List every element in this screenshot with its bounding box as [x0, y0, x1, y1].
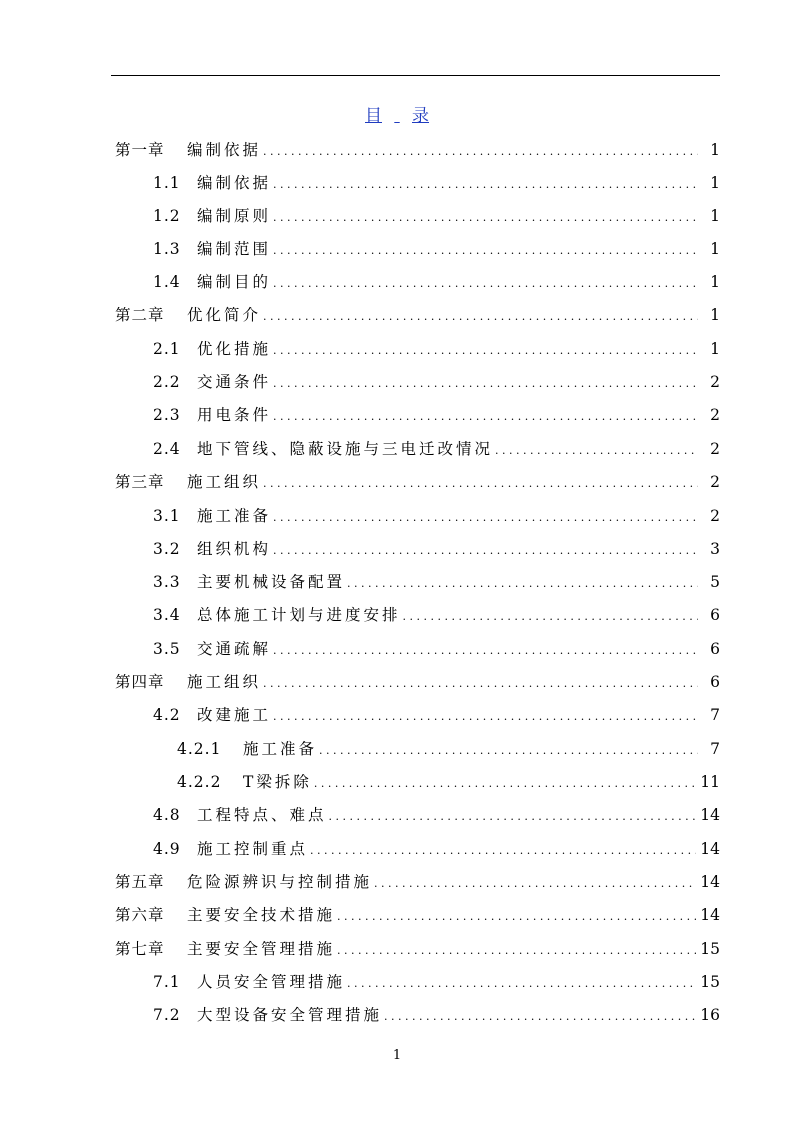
toc-entry-3-1[interactable] [153, 504, 720, 528]
toc-entry-number: 3.2 [153, 540, 181, 558]
toc-entry-page: 2 [710, 440, 720, 458]
toc-leader-dots [273, 504, 698, 530]
toc-entry-number: 2.4 [153, 440, 181, 458]
toc-title-char-1: 目 [365, 106, 382, 126]
toc-leader-dots [263, 670, 698, 696]
toc-entry-title: 优化简介 [187, 306, 262, 324]
toc-entry-number: 1.2 [153, 207, 181, 225]
toc-entry-page: 2 [710, 373, 720, 391]
toc-leader-dots [337, 903, 696, 929]
toc-entry-number: 3.1 [153, 507, 181, 525]
toc-entry-title: 编制原则 [197, 207, 272, 225]
toc-entry-2-2[interactable] [153, 370, 720, 394]
toc-entry-7-2[interactable] [153, 1003, 720, 1027]
toc-entry-number: 3.5 [153, 640, 181, 658]
toc-entry-number: 2.2 [153, 373, 181, 391]
toc-entry-4-8[interactable] [153, 803, 720, 827]
toc-leader-dots [329, 803, 697, 829]
toc-entry-3-3[interactable] [153, 570, 720, 594]
toc-entry-4-9[interactable] [153, 837, 720, 861]
toc-entry-number: 4.8 [153, 806, 181, 824]
toc-entry-number: 1.3 [153, 240, 181, 258]
toc-entry-title: 施工组织 [187, 673, 262, 691]
toc-entry-page: 11 [700, 773, 720, 791]
toc-entry-title: 交通条件 [197, 373, 272, 391]
toc-entry-1-4[interactable] [153, 270, 720, 294]
toc-entry-number: 7.1 [153, 973, 181, 991]
toc-leader-dots [263, 470, 698, 496]
toc-entry-number: 1.1 [153, 174, 181, 192]
toc-leader-dots [273, 637, 698, 663]
toc-entry-title: 主要安全技术措施 [187, 906, 336, 924]
toc-entry-chapter-3[interactable] [115, 470, 720, 494]
toc-leader-dots [337, 937, 696, 963]
toc-entry-title: 用电条件 [197, 406, 272, 424]
toc-leader-dots [273, 537, 698, 563]
toc-entry-2-4[interactable] [153, 437, 720, 461]
toc-entry-page: 1 [710, 141, 720, 159]
toc-entry-number: 第二章 [115, 306, 165, 324]
toc-entry-1-1[interactable] [153, 171, 720, 195]
toc-entry-page: 1 [710, 340, 720, 358]
toc-leader-dots [273, 337, 698, 363]
toc-entry-title: 优化措施 [197, 340, 272, 358]
toc-entry-title: 人员安全管理措施 [197, 973, 346, 991]
toc-entry-page: 1 [710, 207, 720, 225]
toc-leader-dots [374, 870, 696, 896]
toc-entry-number: 第一章 [115, 141, 165, 159]
toc-leader-dots [310, 837, 696, 863]
toc-entry-page: 6 [710, 606, 720, 624]
toc-leader-dots [347, 570, 698, 596]
toc-entry-1-3[interactable] [153, 237, 720, 261]
toc-entry-page: 1 [710, 273, 720, 291]
toc-entry-page: 14 [700, 840, 720, 858]
toc-entry-number: 4.2.2 [177, 773, 222, 791]
toc-entry-page: 1 [710, 306, 720, 324]
toc-entry-title: 交通疏解 [197, 640, 272, 658]
toc-entry-page: 14 [700, 806, 720, 824]
toc-leader-dots [273, 403, 698, 429]
toc-entry-title: 地下管线、隐蔽设施与三电迁改情况 [197, 440, 494, 458]
toc-entry-4-2[interactable] [153, 703, 720, 727]
toc-entry-page: 2 [710, 507, 720, 525]
toc-leader-dots [347, 970, 696, 996]
toc-entry-page: 1 [710, 240, 720, 258]
toc-entry-number: 第四章 [115, 673, 165, 691]
toc-entry-title: 编制目的 [197, 273, 272, 291]
toc-entry-chapter-1[interactable] [115, 138, 720, 162]
toc-entry-3-2[interactable] [153, 537, 720, 561]
toc-entry-number: 4.9 [153, 840, 181, 858]
toc-entry-title: 施工控制重点 [197, 840, 309, 858]
toc-leader-dots [273, 237, 698, 263]
toc-leader-dots [273, 171, 698, 197]
toc-entry-title: 主要安全管理措施 [187, 940, 336, 958]
toc-entry-number: 2.3 [153, 406, 181, 424]
toc-entry-number: 第七章 [115, 940, 165, 958]
toc-entry-title: 大型设备安全管理措施 [197, 1006, 383, 1024]
toc-leader-dots [495, 437, 698, 463]
toc-entry-page: 15 [700, 940, 720, 958]
toc-leader-dots [263, 138, 698, 164]
toc-entry-page: 6 [710, 640, 720, 658]
toc-leader-dots [273, 270, 698, 296]
toc-entry-chapter-2[interactable] [115, 303, 720, 327]
toc-entry-chapter-4[interactable] [115, 670, 720, 694]
toc-entry-page: 6 [710, 673, 720, 691]
toc-entry-page: 14 [700, 873, 720, 891]
toc-entry-title: 施工组织 [187, 473, 262, 491]
toc-entry-page: 7 [710, 706, 720, 724]
toc-entry-chapter-6[interactable] [115, 903, 720, 927]
toc-leader-dots [403, 603, 698, 629]
toc-entry-number: 1.4 [153, 273, 181, 291]
toc-entry-1-2[interactable] [153, 204, 720, 228]
toc-entry-number: 第六章 [115, 906, 165, 924]
toc-entry-chapter-7[interactable] [115, 937, 720, 961]
toc-entry-page: 2 [710, 473, 720, 491]
toc-entry-number: 4.2 [153, 706, 181, 724]
toc-entry-title: 施工准备 [197, 507, 272, 525]
toc-entry-number: 第五章 [115, 873, 165, 891]
toc-entry-number: 第三章 [115, 473, 165, 491]
toc-entry-title: 编制范围 [197, 240, 272, 258]
toc-leader-dots [273, 204, 698, 230]
toc-entry-number: 3.4 [153, 606, 181, 624]
toc-entry-number: 4.2.1 [177, 740, 222, 758]
toc-entry-title: 主要机械设备配置 [197, 573, 346, 591]
toc-entry-title: 总体施工计划与进度安排 [197, 606, 401, 624]
toc-entry-page: 7 [710, 740, 720, 758]
toc-entry-3-4[interactable] [153, 603, 720, 627]
toc-leader-dots [273, 703, 698, 729]
toc-leader-dots [319, 737, 698, 763]
toc-entry-title: 危险源辨识与控制措施 [187, 873, 373, 891]
toc-title-char-2: 录 [412, 106, 429, 126]
toc-entry-page: 2 [710, 406, 720, 424]
toc-entry-title: 编制依据 [187, 141, 262, 159]
toc-entry-chapter-5[interactable] [115, 870, 720, 894]
toc-leader-dots [314, 770, 696, 796]
toc-entry-page: 5 [710, 573, 720, 591]
toc-entry-title: 编制依据 [197, 174, 272, 192]
toc-entry-page: 15 [700, 973, 720, 991]
toc-entry-2-3[interactable] [153, 403, 720, 427]
toc-entry-title: 施工准备 [243, 740, 318, 758]
toc-entry-7-1[interactable] [153, 970, 720, 994]
toc-entry-title: 工程特点、难点 [197, 806, 327, 824]
toc-entry-page: 3 [710, 540, 720, 558]
toc-entry-2-1[interactable] [153, 337, 720, 361]
toc-entry-page: 1 [710, 174, 720, 192]
toc-leader-dots [384, 1003, 696, 1029]
toc-entry-page: 14 [700, 906, 720, 924]
toc-entry-title: 改建施工 [197, 706, 272, 724]
toc-entry-number: 3.3 [153, 573, 181, 591]
toc-entry-4-2-2[interactable] [177, 770, 720, 794]
toc-entry-3-5[interactable] [153, 637, 720, 661]
toc-entry-page: 16 [700, 1006, 720, 1024]
page-number: 1 [392, 1048, 402, 1063]
toc-leader-dots [263, 303, 698, 329]
toc-entry-number: 2.1 [153, 340, 181, 358]
toc-entry-number: 7.2 [153, 1006, 181, 1024]
toc-leader-dots [273, 370, 698, 396]
toc-entry-4-2-1[interactable] [177, 737, 720, 761]
toc-entry-title: T梁拆除 [243, 773, 312, 791]
toc-entry-title: 组织机构 [197, 540, 272, 558]
